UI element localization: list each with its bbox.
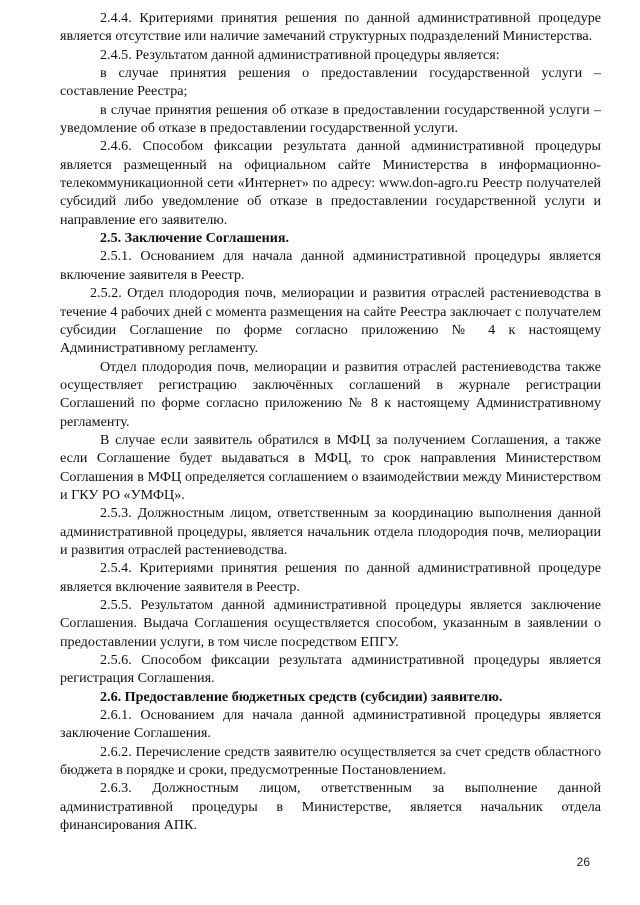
paragraph-2-4-5-case-approval: в случае принятия решения о предоставлении государственной услуги – составление Реестра; bbox=[60, 65, 601, 100]
paragraph-2-5-3: 2.5.3. Должностным лицом, ответственным за координацию выполнения данной административной процедуры, является начальник отдела плодородия почв, мелиорации и развития отраслей растениеводства. bbox=[60, 505, 601, 558]
paragraph-2-5-5: 2.5.5. Результатом данной административной процедуры является заключение Соглашения. Выдача Соглашения осуществляется способом, указанным в заявлении о предоставлении услуги, в том числе посредством ЕПГУ. bbox=[60, 597, 601, 650]
paragraph-2-6-3: 2.6.3. Должностным лицом, ответственным за выполнение данной административной процедуры в Министерстве, является начальник отдела финансирования АПК. bbox=[60, 780, 601, 834]
paragraph-2-5-6: 2.5.6. Способом фиксации результата административной процедуры является регистрация Соглашения. bbox=[60, 652, 601, 687]
section-heading-2-6: 2.6. Предоставление бюджетных средств (субсидии) заявителю. bbox=[100, 688, 503, 705]
section-heading-2-5: 2.5. Заключение Соглашения. bbox=[100, 230, 290, 247]
paragraph-2-4-5-case-refusal: в случае принятия решения об отказе в предоставлении государственной услуги – уведомление об отказе в предоставлении государственной услуги. bbox=[60, 101, 601, 137]
paragraph-2-6-2: 2.6.2. Перечисление средств заявителю осуществляется за счет средств областного бюджета в порядке и сроки, предусмотренные Постановлением. bbox=[60, 743, 601, 779]
paragraph-2-5-4: 2.5.4. Критериями принятия решения по данной административной процедуре является включение заявителя в Реестр. bbox=[60, 560, 601, 595]
paragraph-2-5-2-registration: Отдел плодородия почв, мелиорации и развития отраслей растениеводства также осуществляет регистрацию заключённых соглашений в журнале регистрации Соглашений по форме согласно приложению № 8 к настоящему Административному регламенту. bbox=[60, 358, 601, 430]
paragraph-2-5-2-mfc: В случае если заявитель обратился в МФЦ за получением Соглашения, а также если Соглашение будет выдаваться в МФЦ, то срок направления Министерством Соглашения в МФЦ определяется соглашением о взаимодействии между Министерством и ГКУ РО «УМФЦ». bbox=[60, 431, 601, 503]
paragraph-2-6-1: 2.6.1. Основанием для начала данной административной процедуры является заключение Соглашения. bbox=[60, 707, 601, 742]
paragraph-2-4-6: 2.4.6. Способом фиксации результата данной административной процедуры является размещенный на официальном сайте Министерства в информационно-телекоммуникационной сети «Интернет» по адресу: www.don-agro.ru Реестр получателей субсидий либо уведомление об отказе в предоставлении государственной услуги и направление его заявителю. bbox=[60, 138, 601, 228]
paragraph-2-4-5: 2.4.5. Результатом данной административной процедуры является: bbox=[100, 46, 500, 63]
paragraph-2-5-2: 2.5.2. Отдел плодородия почв, мелиорации и развития отраслей растениеводства в течение 4 рабочих дней с момента размещения на сайте Реестра заключает с получателем субсидии Соглашение по форме согласно приложению № 4 к настоящему Административному регламенту. bbox=[60, 285, 601, 357]
paragraph-2-4-4: 2.4.4. Критериями принятия решения по данной административной процедуре является отсутствие или наличие замечаний структурных подразделений Министерства. bbox=[60, 10, 601, 45]
paragraph-2-5-1: 2.5.1. Основанием для начала данной административной процедуры является включение заявителя в Реестр. bbox=[60, 248, 601, 283]
document-body bbox=[60, 9, 601, 834]
page-number: 26 bbox=[576, 855, 590, 869]
